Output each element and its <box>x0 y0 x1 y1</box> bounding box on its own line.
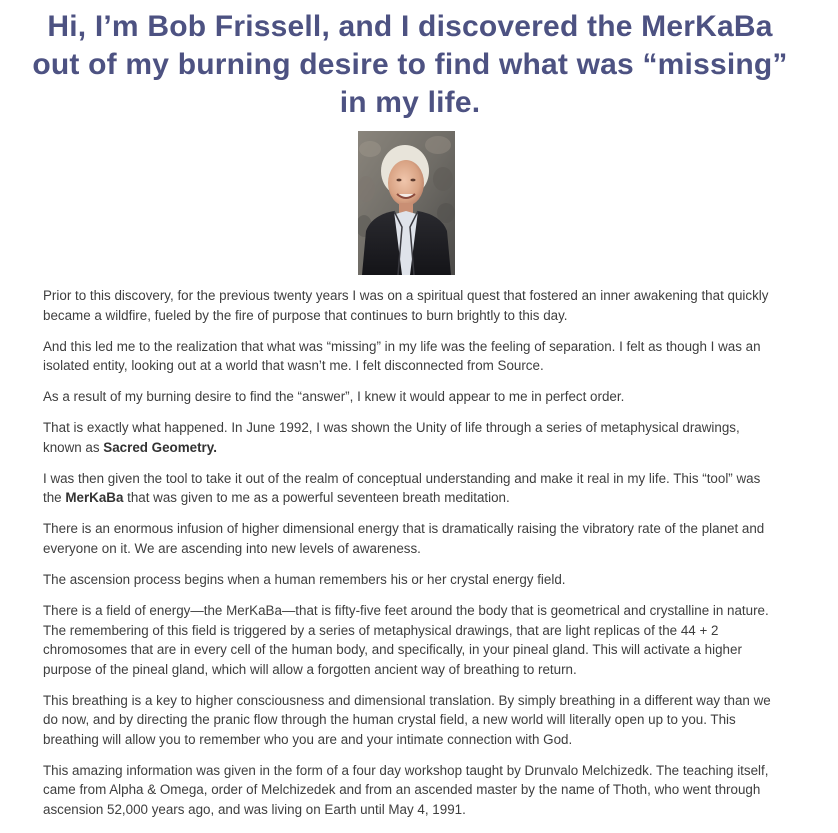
paragraph-merkaba-tool-text-end: that was given to me as a powerful seventeen breath meditation. <box>123 490 510 506</box>
sacred-geometry-bold: Sacred Geometry. <box>103 439 217 455</box>
author-portrait <box>358 131 455 275</box>
paragraph-answer: As a result of my burning desire to find the “answer”, I knew it would appear to me in perfect order. <box>43 389 625 405</box>
merkaba-bold: MerKaBa <box>65 490 124 506</box>
paragraph-merkaba-tool <box>43 469 777 508</box>
article-body <box>43 286 777 831</box>
paragraph-ascension-process: The ascension process begins when a human remembers his or her crystal energy field. <box>43 572 566 588</box>
portrait-illustration <box>358 131 455 275</box>
paragraph-energy-infusion: There is an enormous infusion of higher dimensional energy that is dramatically raising the vibratory rate of the planet and everyone on it. We are ascending into new levels of awareness. <box>43 521 765 556</box>
paragraph-sacred-geometry-text: That is exactly what happened. In June 1992, I was shown the Unity of life through a series of metaphysical drawings, known as <box>43 420 740 455</box>
paragraph-quest: Prior to this discovery, for the previous twenty years I was on a spiritual quest that fostered an inner awakening that quickly became a wildfire, fueled by the fire of purpose that continues to burn brightly to this day. <box>43 288 769 323</box>
paragraph-merkaba-tool-text-start: I was then given the tool to take it out of the realm of conceptual understanding and make it real in my life. This “tool” was the <box>43 470 761 506</box>
paragraph-sacred-geometry <box>43 418 777 457</box>
page-headline: Hi, I’m Bob Frissell, and I discovered the MerKaBa out of my burning desire to find what was “missing” in my life. <box>32 10 788 119</box>
paragraph-breathing: This breathing is a key to higher consciousness and dimensional translation. By simply breathing in a different way than we do now, and by directing the pranic flow through the human crystal field, a new world will literally open up to you. This breathing will allow you to remember who you are and your intimate connection with God. <box>43 692 771 747</box>
paragraph-energy-field: There is a field of energy—the MerKaBa—that is fifty-five feet around the body that is geometrical and crystalline in nature. The remembering of this field is triggered by a series of metaphysical drawings, that are light replicas of the 44 + 2 chromosomes that are in every cell of the human body, and specifically, in your pineal gland. This will activate a higher purpose of the pineal gland, which will allow a forgotten ancient way of breathing to return. <box>43 603 769 677</box>
paragraph-separation: And this led me to the realization that what was “missing” in my life was the feeling of separation. I felt as though I was an isolated entity, looking out at a world that wasn’t me. I felt disconnected from Source. <box>43 338 761 374</box>
paragraph-workshop: This amazing information was given in the form of a four day workshop taught by Drunvalo Melchizedk. The teaching itself, came from Alpha & Omega, order of Melchizedek and from an ascended master by the name of Thoth, who went through ascension 52,000 years ago, and was living on Earth until May 4, 1991. <box>43 762 769 817</box>
